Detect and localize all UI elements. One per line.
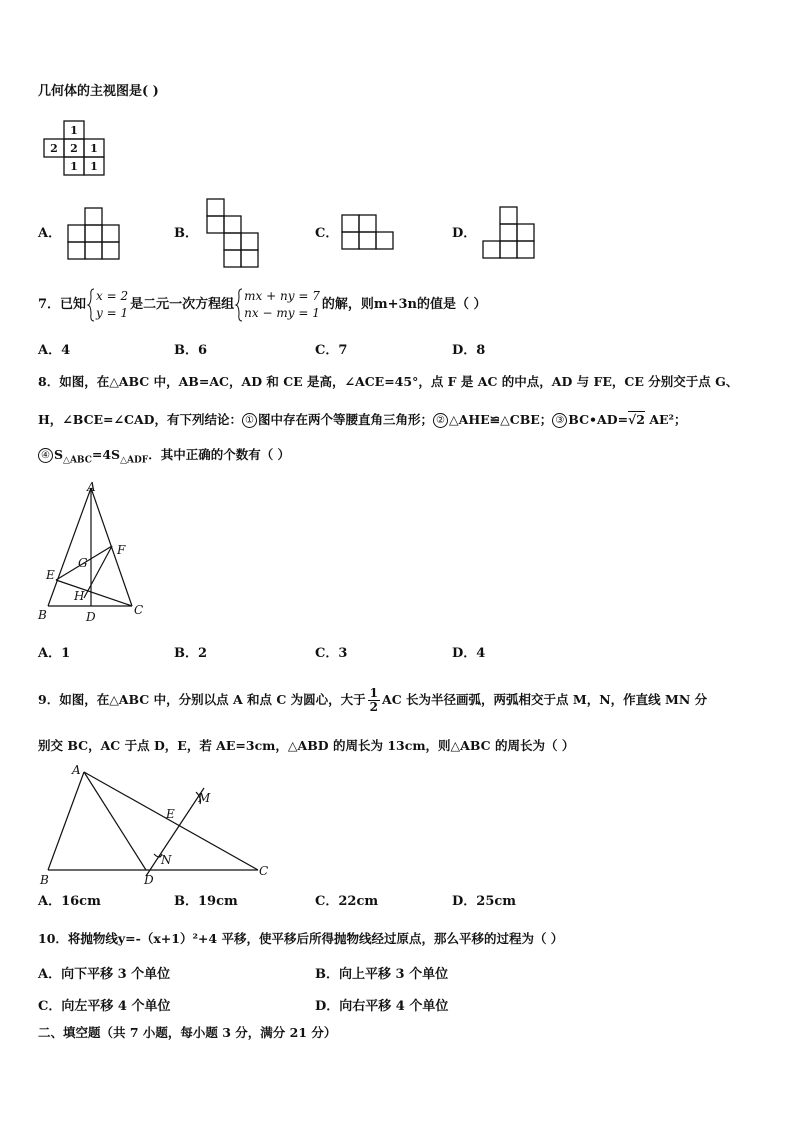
label-e: E (166, 807, 175, 821)
q7-stem (38, 285, 487, 325)
q10-option-d[interactable]: D．向右平移 4 个单位 (315, 999, 449, 1014)
q9-option-c[interactable]: C．22cm (315, 894, 379, 909)
circle-1-icon: ① (242, 413, 257, 428)
q6-option-d-label[interactable]: D． (452, 226, 477, 241)
q6-option-c-label[interactable]: C． (315, 226, 339, 241)
q7-option-a[interactable]: A．4 (38, 343, 71, 358)
q8-option-d[interactable]: D．4 (452, 646, 486, 661)
grid-cell: 1 (90, 142, 98, 155)
q7-prefix: 7．已知 (38, 297, 87, 312)
q7-solution-system: x = 2 y = 1 (88, 288, 128, 322)
q10-option-c[interactable]: C．向左平移 4 个单位 (38, 999, 171, 1014)
q8-option-a[interactable]: A．1 (38, 646, 71, 661)
label-h: H (74, 589, 85, 603)
q8-option-b[interactable]: B．2 (174, 646, 208, 661)
q6-stem: 几何体的主视图是( ) (38, 84, 159, 99)
label-a: A (72, 763, 81, 777)
q7-option-b[interactable]: B．6 (174, 343, 208, 358)
q8-line1: 8．如图，在△ABC 中，AB=AC，AD 和 CE 是高，∠ACE=45°，点 F 是 AC 的中点，AD 与 FE，CE 分别交于点 G、 (38, 374, 739, 389)
label-m: M (198, 791, 211, 805)
label-n: N (161, 853, 172, 867)
q9-triangle-figure (36, 762, 276, 888)
q9-option-d[interactable]: D．25cm (452, 894, 517, 909)
grid-cell: 1 (90, 160, 98, 173)
q10-option-b[interactable]: B．向上平移 3 个单位 (315, 967, 449, 982)
label-a: A (87, 480, 96, 494)
q8-line3: ④ $S_{\triangle ABC}=4S_{\triangle ADF}$．其中正确的个数有（ ） (38, 446, 290, 470)
label-c: C (134, 603, 144, 617)
q6-option-c-figure (342, 214, 396, 250)
q10-stem: 10．将抛物线y=-（x+1）²+4 平移，使平移后所得抛物线经过原点，那么平移的过程为（ ） (38, 931, 564, 946)
label-b: B (40, 873, 49, 887)
grid-cell: 1 (70, 124, 78, 137)
circle-3-icon: ③ (552, 413, 567, 428)
grid-cell: 2 (70, 142, 78, 155)
q7-equation-system: mx + ny = 7 nx − my = 1 (236, 288, 320, 322)
q7-suffix: 的解，则m+3n的值是（ ） (321, 297, 487, 312)
q9-option-b[interactable]: B．19cm (174, 894, 238, 909)
q6-option-b-label[interactable]: B． (174, 226, 198, 241)
label-e: E (46, 568, 55, 582)
q8-triangle-figure (34, 476, 150, 628)
circle-4-icon: ④ (38, 448, 53, 463)
q7-mid: 是二元一次方程组 (130, 297, 235, 312)
q9-option-a[interactable]: A．16cm (38, 894, 101, 909)
q6-option-a-label[interactable]: A． (38, 226, 62, 241)
label-b: B (38, 608, 47, 622)
q9-line2: 别交 BC，AC 于点 D，E，若 AE=3cm，△ABD 的周长为 13cm，则△ABC 的周长为（ ） (38, 738, 575, 753)
label-d: D (86, 610, 96, 624)
circle-2-icon: ② (433, 413, 448, 428)
grid-cell: 2 (50, 142, 58, 155)
section-2-heading: 二、填空题（共 7 小题，每小题 3 分，满分 21 分） (38, 1025, 337, 1040)
q7-option-d[interactable]: D．8 (452, 343, 486, 358)
q6-option-a-figure (68, 207, 122, 259)
q8-option-c[interactable]: C．3 (315, 646, 348, 661)
q7-option-c[interactable]: C．7 (315, 343, 348, 358)
fraction-one-half: $\frac{1}{2}$ (369, 686, 379, 714)
label-g: G (78, 556, 88, 570)
q9-line1: 9．如图，在△ABC 中，分别以点 A 和点 C 为圆心，大于 $\frac{1}{2}$ AC 长为半径画弧，两弧相交于点 M，N，作直线 MN 分 (38, 686, 708, 714)
q6-option-d-figure (483, 206, 537, 258)
label-f: F (117, 543, 126, 557)
q6-top-view-grid (44, 121, 104, 177)
q6-option-b-figure (206, 198, 260, 268)
label-d: D (144, 873, 154, 887)
q8-line2: H，∠BCE=∠CAD，有下列结论： ① 图中存在两个等腰直角三角形； ② △AHE≌△CBE； ③ BC•AD=√2 AE²； (38, 412, 687, 427)
q10-option-a[interactable]: A．向下平移 3 个单位 (38, 967, 171, 982)
label-c: C (259, 864, 269, 878)
grid-cell: 1 (70, 160, 78, 173)
